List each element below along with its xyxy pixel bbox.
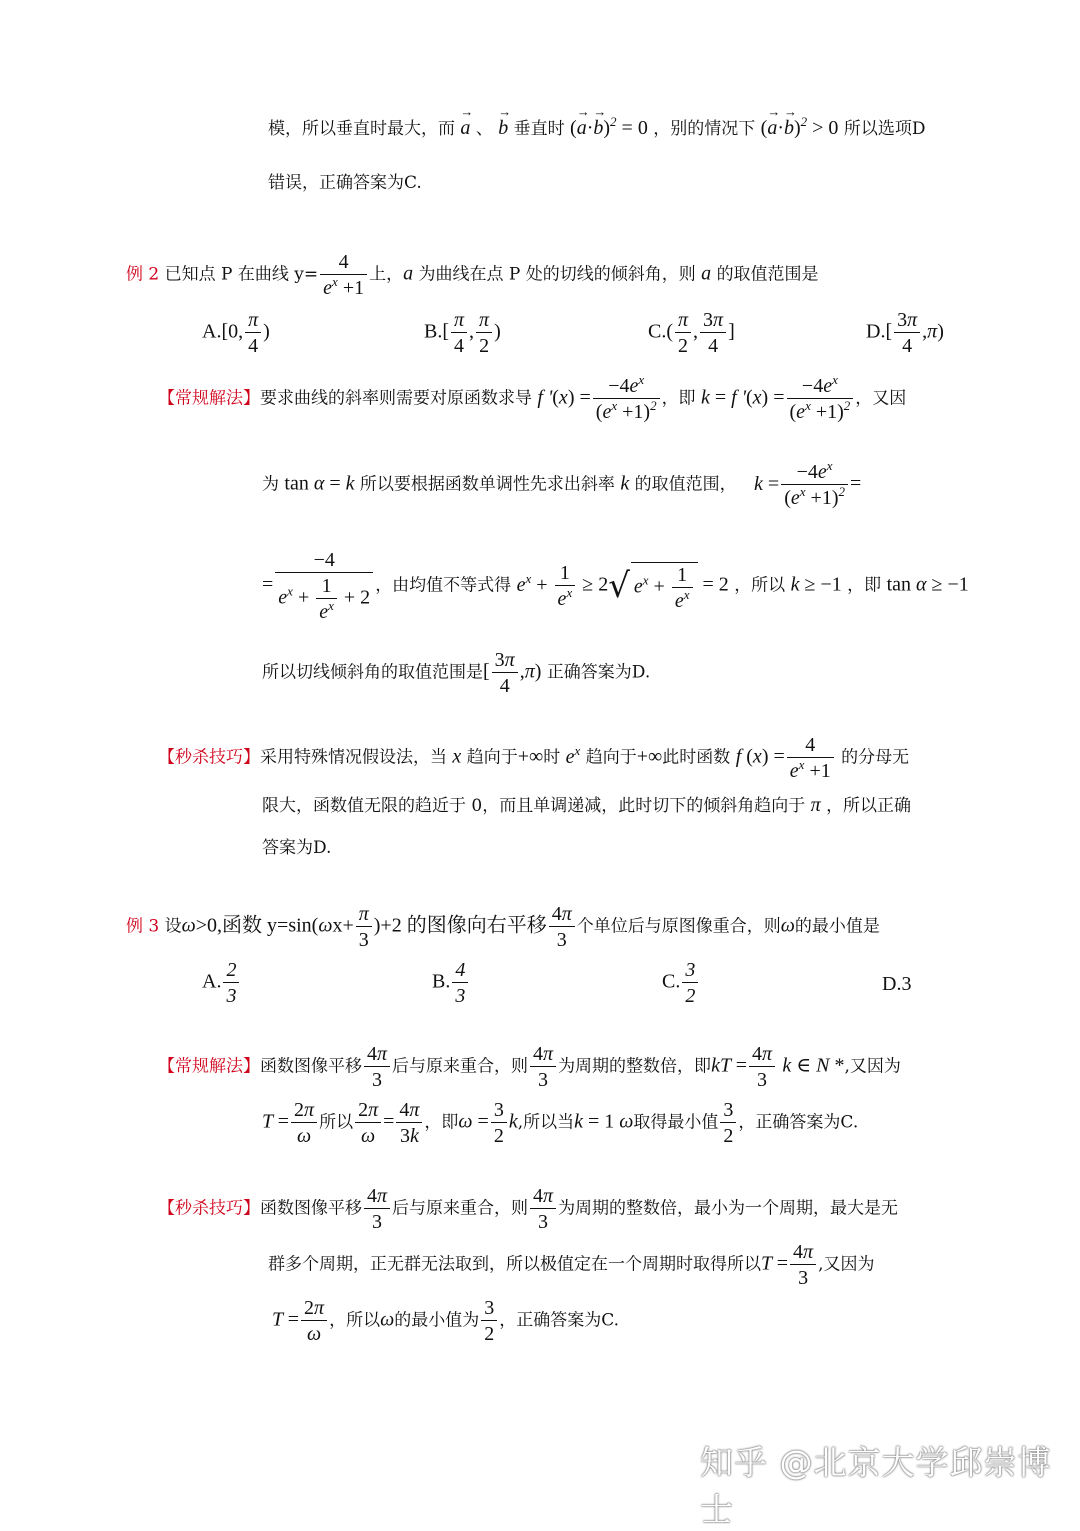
formula-dot-square-zero: (→ a·→ b)$^2$ = 0 (570, 117, 648, 139)
example-3-option-a: A. $\frac{2}{3}$ (202, 960, 241, 1006)
example-3-option-c: C. $\frac{3}{2}$ (662, 960, 700, 1006)
example-2-option-d: D.[ $\frac{3\pi}{4}$ ,π) (866, 309, 944, 357)
example-2-trick-line-2: 限大，函数值无限的趋近于 0，而且单调递减，此时切下的倾斜角趋向于 π ，所以正确 (262, 794, 912, 816)
example-3-trick-line-1: 【秒杀技巧】函数图像平移 $\frac{4\pi}{3}$ 后与原来重合，则 $\frac{4\pi}{3}$ 为周期的整数倍，最小为一个周期，最大是无 (158, 1185, 899, 1233)
formula-dot-square-positive: (→ a·→ b)$^2$ > 0 (761, 117, 839, 139)
example-3-trick-line-2: 群多个周期，正无群无法取到，所以极值定在一个周期时取得所以T = $\frac{4\pi}{3}$ ,又因为 (268, 1241, 875, 1289)
example-2-normal-line-2: 为 tan α = k 所以要根据函数单调性先求出斜率 k 的取值范围， k = $\frac{-4e^x}{(e^x +1)^2}$ = (262, 458, 862, 509)
example-3-question: 例 3 设ω>0,函数 y=sin(ωx+ $\frac{\pi}{3}$ )+2 的图像向右平移 $\frac{4\pi}{3}$ 个单位后与原图像重合，则ω的最小值是 (126, 903, 880, 951)
example-3-normal-line-2: T = $\frac{2\pi}{\omega}$ 所以 $\frac{2\pi}{\omega}$ = $\frac{4\pi}{3k}$ ，即ω = $\frac{3}{2}$ k,所以当k = 1 ω取得最小值 $\frac{3}{2}$ ，正确答案为C. (262, 1099, 859, 1147)
example-2-option-b: B.[ $\frac{\pi}{4}$ , $\frac{\pi}{2}$ ) (424, 309, 501, 357)
fraction-4-over-ex-plus-1: $\frac{4}{e^x +1}$ (320, 252, 367, 298)
example-3-trick-line-3: T = $\frac{2\pi}{\omega}$ ，所以ω的最小值为 $\frac{3}{2}$ ，正确答案为C. (272, 1297, 620, 1345)
example-2-label: 例 2 (126, 264, 160, 285)
continuation-line-1: 模，所以垂直时最大，而 → a 、 → b 垂直时 (→ a·→ b)$^2$ = 0 ，别的情况下 (→ a·→ b)$^2$ > 0 所以选项D (268, 118, 925, 138)
example-2-option-c: C.( $\frac{\pi}{2}$ , $\frac{3\pi}{4}$ ] (648, 309, 735, 357)
example-3-option-b: B. $\frac{4}{3}$ (432, 960, 470, 1006)
example-2-option-a: A.[0, $\frac{\pi}{4}$ ) (202, 309, 270, 357)
normal-method-tag: 【常规解法】 (158, 388, 260, 409)
example-2-normal-line-3: = −4 $e^x$ + $\frac{1}{e^x}$ + 2 ，由均值不等式得 $e^x$ + $\frac{1}{e^x}$ ≥ 2√ $e^x$ + $\frac{1}{e^x}$ = 2 ，所以 k ≥ −1 ，即 tan α ≥ −1 (262, 549, 969, 623)
watermark: 知乎 @北京大学邱崇博士 (700, 1443, 1052, 1529)
vector-b: → b (498, 118, 508, 138)
example-3-label: 例 3 (126, 916, 160, 937)
example-2-question: 例 2 已知点 P 在曲线 y= $\frac{4}{e^x +1}$ 上，a 为曲线在点 P 处的切线的倾斜角，则 a 的取值范围是 (126, 251, 819, 299)
vector-a: → a (460, 118, 470, 138)
trick-method-tag: 【秒杀技巧】 (158, 747, 260, 768)
example-2-trick-line-1: 【秒杀技巧】采用特殊情况假设法，当 x 趋向于+∞时 $e^x$ 趋向于+∞此时函数 f (x) = $\frac{4}{e^x +1}$ 的分母无 (158, 734, 910, 782)
example-3-option-d: D.3 (882, 973, 912, 995)
example-2-normal-line-4: 所以切线倾斜角的取值范围是[ $\frac{3\pi}{4}$ ,π) 正确答案为D. (262, 649, 651, 697)
continuation-line-2: 错误，正确答案为C. (268, 173, 422, 193)
example-2-normal-line-1: 【常规解法】要求曲线的斜率则需要对原函数求导 f '(x) = $\frac{-4e^x}{(e^x +1)^2}$ ，即 k = f '(x) = $\frac{-4e^x}{(e^x +1)^2}$ ，又因 (158, 372, 907, 423)
example-2-trick-line-3: 答案为D. (262, 838, 332, 858)
example-3-normal-line-1: 【常规解法】函数图像平移 $\frac{4\pi}{3}$ 后与原来重合，则 $\frac{4\pi}{3}$ 为周期的整数倍，即kT = $\frac{4\pi}{3}$ k ∈ N *,又因为 (158, 1043, 901, 1091)
